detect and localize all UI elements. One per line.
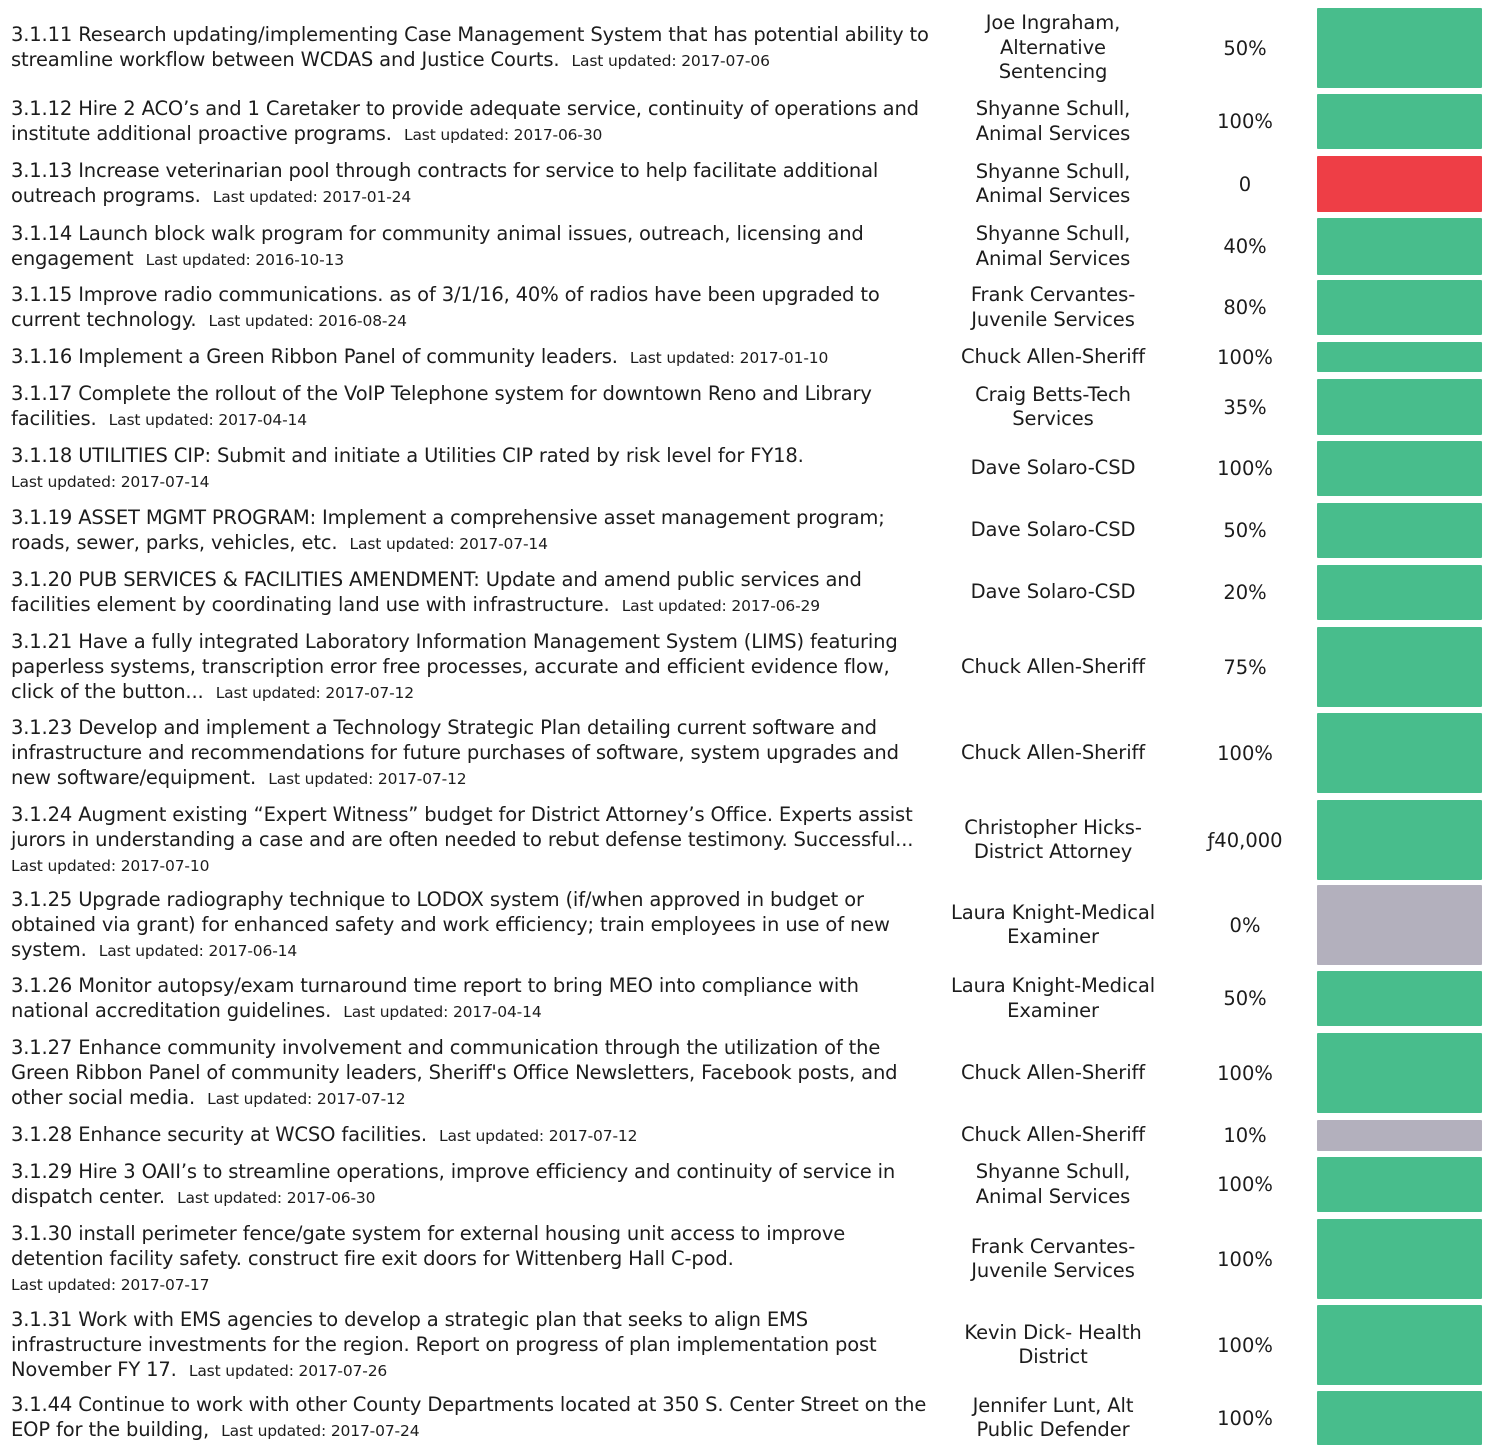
progress-cell: ƒ40,000 (1207, 828, 1283, 852)
objective-cell (11, 218, 936, 275)
owner-cell: Chuck Allen-Sheriff (960, 1060, 1146, 1084)
last-updated: Last updated: 2017-07-12 (268, 769, 467, 788)
objective-id: 3.1.26 (11, 973, 73, 997)
last-updated: Last updated: 2017-01-24 (212, 188, 412, 206)
objective-id: 3.1.23 (11, 715, 73, 739)
table-row (0, 218, 1487, 275)
objective-id: 3.1.21 (11, 629, 73, 653)
table-row (0, 1391, 1487, 1445)
objective-cell (11, 1157, 936, 1212)
status-indicator-green (1317, 1033, 1482, 1113)
objective-id: 3.1.28 (11, 1123, 73, 1146)
owner-cell: Chuck Allen-Sheriff (960, 1123, 1146, 1147)
table-row (0, 1305, 1487, 1385)
objective-id: 3.1.15 (11, 282, 73, 306)
objective-id: 3.1.27 (11, 1035, 73, 1059)
owner-cell: Shyanne Schull, Animal Services (975, 159, 1131, 207)
objective-description: install perimeter fence/gate system for external housing unit access to improve detention facility safety. construct fire exit doors for Wittenberg Hall C-pod. (11, 1221, 846, 1270)
progress-cell: 100% (1217, 741, 1273, 765)
progress-cell: 100% (1217, 1247, 1273, 1271)
owner-cell: Chuck Allen-Sheriff (960, 344, 1146, 368)
last-updated: Last updated: 2017-06-30 (177, 1188, 376, 1207)
owner-cell: Frank Cervantes-Juvenile Services (970, 1234, 1136, 1282)
objective-cell (11, 1305, 936, 1385)
status-indicator-green (1317, 280, 1482, 335)
objective-id: 3.1.11 (11, 23, 73, 46)
status-indicator-green (1317, 800, 1482, 880)
status-indicator-green (1317, 1157, 1482, 1212)
last-updated: Last updated: 2017-01-10 (629, 348, 829, 367)
last-updated: Last updated: 2017-04-14 (108, 411, 307, 429)
owner-cell: Laura Knight-Medical Examiner (950, 900, 1156, 948)
table-row (0, 94, 1487, 149)
owner-cell: Laura Knight-Medical Examiner (950, 974, 1156, 1022)
objective-description: ASSET MGMT PROGRAM: Implement a comprehensive asset management program; roads, sewer, parks, vehicles, etc. (11, 505, 885, 554)
objective-id: 3.1.44 (11, 1393, 73, 1416)
owner-cell: Dave Solaro-CSD (970, 456, 1136, 480)
objective-id: 3.1.29 (11, 1159, 73, 1183)
owner-cell: Dave Solaro-CSD (970, 518, 1136, 542)
objective-cell (11, 8, 936, 88)
objective-cell (11, 1219, 936, 1299)
table-row (0, 800, 1487, 880)
progress-cell: 10% (1223, 1124, 1267, 1147)
status-indicator-green (1317, 565, 1482, 620)
last-updated: Last updated: 2017-07-26 (188, 1361, 388, 1380)
objective-description: Hire 2 ACO’s and 1 Caretaker to provide adequate service, continuity of operations and institute additional proactive programs. (11, 96, 919, 145)
last-updated: Last updated: 2017-07-12 (207, 1089, 406, 1108)
table-row (0, 565, 1487, 620)
table-row (0, 280, 1487, 335)
status-indicator-green (1317, 441, 1482, 496)
objective-description: PUB SERVICES & FACILITIES AMENDMENT: Update and amend public services and facilities element by coordinating land use with infrastructure. (11, 567, 862, 616)
last-updated: Last updated: 2017-06-14 (98, 941, 298, 960)
table-row (0, 441, 1487, 496)
objective-cell (11, 441, 936, 496)
status-indicator-green (1317, 1391, 1482, 1445)
status-indicator-green (1317, 971, 1482, 1026)
objective-id: 3.1.18 (11, 443, 73, 467)
table-row (0, 503, 1487, 558)
status-indicator-green (1317, 342, 1482, 372)
owner-cell: Jennifer Lunt, Alt Public Defender (972, 1393, 1134, 1441)
owner-cell: Joe Ingraham, Alternative Sentencing (985, 11, 1121, 84)
owner-cell: Christopher Hicks-District Attorney (964, 815, 1142, 863)
table-row (0, 713, 1487, 793)
objective-id: 3.1.14 (11, 221, 73, 245)
table-row (0, 885, 1487, 965)
objective-description: Upgrade radiography technique to LODOX system (if/when approved in budget or obtained via grant) for enhanced safety and work efficiency; train employees in use of new system. (11, 887, 890, 961)
last-updated: Last updated: 2017-07-24 (221, 1422, 420, 1440)
table-row (0, 1157, 1487, 1212)
owner-cell: Craig Betts-Tech Services (975, 382, 1131, 430)
objective-description: Monitor autopsy/exam turnaround time report to bring MEO into compliance with national accreditation guidelines. (11, 973, 859, 1022)
status-indicator-green (1317, 713, 1482, 793)
objective-id: 3.1.13 (11, 159, 73, 182)
status-indicator-gray (1317, 1120, 1482, 1151)
table-row (0, 627, 1487, 707)
last-updated: Last updated: 2017-07-06 (571, 52, 770, 70)
objective-cell (11, 627, 936, 707)
last-updated: Last updated: 2017-06-29 (621, 596, 820, 615)
table-row (0, 342, 1487, 372)
objective-cell (11, 885, 936, 965)
last-updated: Last updated: 2017-07-12 (439, 1127, 638, 1145)
progress-cell: 0% (1229, 913, 1261, 937)
owner-cell: Kevin Dick- Health District (964, 1320, 1142, 1368)
objective-cell (11, 379, 936, 435)
objective-id: 3.1.24 (11, 802, 73, 826)
objective-description: Augment existing “Expert Witness” budget for District Attorney’s Office. Experts assist jurors in understanding a case and are often needed to rebut defense testimony. Successful... (11, 802, 914, 851)
progress-cell: 50% (1223, 36, 1267, 60)
objective-id: 3.1.25 (11, 887, 73, 911)
status-indicator-green (1317, 218, 1482, 275)
progress-cell: 100% (1217, 110, 1273, 133)
progress-cell: 50% (1223, 519, 1267, 542)
status-indicator-green (1317, 627, 1482, 707)
status-indicator-gray (1317, 885, 1482, 965)
table-row (0, 379, 1487, 435)
objective-description: Continue to work with other County Departments located at 350 S. Center Street on the EOP for the building, (11, 1393, 927, 1441)
owner-cell: Frank Cervantes-Juvenile Services (970, 283, 1136, 331)
status-indicator-green (1317, 94, 1482, 149)
status-indicator-green (1317, 379, 1482, 435)
table-row (0, 1033, 1487, 1113)
status-indicator-green (1317, 1305, 1482, 1385)
objective-id: 3.1.12 (11, 96, 73, 120)
owner-cell: Dave Solaro-CSD (970, 580, 1136, 604)
objective-description: Work with EMS agencies to develop a strategic plan that seeks to align EMS infrastructure investments for the region. Report on progress of plan implementation post November FY 17. (11, 1307, 877, 1381)
objective-cell (11, 156, 936, 212)
objective-description: Improve radio communications. as of 3/1/16, 40% of radios have been upgraded to current technology. (11, 282, 880, 331)
owner-cell: Chuck Allen-Sheriff (960, 740, 1146, 764)
objective-description: Research updating/implementing Case Management System that has potential ability to streamline workflow between WCDAS and Justice Courts. (11, 23, 929, 71)
objective-cell (11, 342, 936, 372)
last-updated: Last updated: 2017-07-17 (11, 1275, 210, 1294)
last-updated: Last updated: 2017-07-10 (11, 856, 210, 875)
table-row (0, 1219, 1487, 1299)
status-indicator-green (1317, 503, 1482, 558)
table-row (0, 156, 1487, 212)
objective-description: Enhance security at WCSO facilities. (78, 1123, 427, 1146)
objective-cell (11, 971, 936, 1026)
objective-cell (11, 1120, 936, 1151)
last-updated: Last updated: 2016-08-24 (208, 311, 407, 330)
progress-cell: 100% (1217, 1406, 1273, 1430)
progress-cell: 100% (1217, 1061, 1273, 1085)
objective-id: 3.1.16 (11, 344, 73, 368)
objective-id: 3.1.20 (11, 567, 73, 591)
objective-description: Have a fully integrated Laboratory Information Management System (LIMS) featuring paperless systems, transcription error free processes, accurate and efficient evidence flow, click of the button... (11, 629, 898, 703)
objective-description: Hire 3 OAII’s to streamline operations, improve efficiency and continuity of service in dispatch center. (11, 1159, 896, 1208)
owner-cell: Shyanne Schull, Animal Services (975, 222, 1131, 270)
objective-description: Implement a Green Ribbon Panel of community leaders. (78, 344, 618, 368)
objective-id: 3.1.31 (11, 1307, 73, 1331)
progress-cell: 20% (1223, 581, 1267, 604)
objective-description: Complete the rollout of the VoIP Telephone system for downtown Reno and Library facilities. (11, 382, 872, 430)
objective-cell (11, 800, 936, 880)
progress-cell: 40% (1223, 235, 1267, 258)
owner-cell: Shyanne Schull, Animal Services (975, 1160, 1131, 1208)
status-indicator-red (1317, 156, 1482, 212)
objective-cell (11, 280, 936, 335)
objective-cell (11, 503, 936, 558)
last-updated: Last updated: 2017-06-30 (403, 125, 603, 144)
progress-cell: 0 (1238, 172, 1252, 196)
objective-id: 3.1.30 (11, 1221, 73, 1245)
status-indicator-green (1317, 8, 1482, 88)
last-updated: Last updated: 2017-07-12 (215, 683, 414, 702)
progress-cell: 100% (1217, 345, 1273, 369)
progress-cell: 35% (1223, 395, 1267, 419)
last-updated: Last updated: 2017-07-14 (349, 534, 548, 553)
objective-description: Develop and implement a Technology Strategic Plan detailing current software and infrastructure and recommendations for future purchases of software, system upgrades and new software/equipment. (11, 715, 899, 789)
progress-cell: 75% (1223, 655, 1267, 679)
progress-cell: 100% (1217, 1173, 1273, 1196)
status-indicator-green (1317, 1219, 1482, 1299)
progress-cell: 100% (1217, 457, 1273, 480)
objective-cell (11, 713, 936, 793)
objective-description: Increase veterinarian pool through contracts for service to help facilitate additional outreach programs. (11, 159, 879, 207)
last-updated: Last updated: 2017-04-14 (343, 1002, 542, 1021)
table-row (0, 8, 1487, 88)
objective-description: UTILITIES CIP: Submit and initiate a Utilities CIP rated by risk level for FY18. (78, 443, 804, 467)
objective-cell (11, 1391, 936, 1445)
last-updated: Last updated: 2017-07-14 (11, 472, 210, 491)
progress-cell: 100% (1217, 1333, 1273, 1357)
progress-cell: 50% (1223, 987, 1267, 1010)
objective-description: Enhance community involvement and communication through the utilization of the Green Ribbon Panel of community leaders, Sheriff's Office Newsletters, Facebook posts, and other social media. (11, 1035, 898, 1109)
table-row (0, 1120, 1487, 1151)
owner-cell: Shyanne Schull, Animal Services (975, 97, 1131, 145)
objective-cell (11, 94, 936, 149)
objective-cell (11, 565, 936, 620)
objective-id: 3.1.17 (11, 382, 73, 405)
last-updated: Last updated: 2016-10-13 (145, 250, 344, 269)
table-row (0, 971, 1487, 1026)
objective-description: Launch block walk program for community animal issues, outreach, licensing and engagement (11, 221, 864, 270)
owner-cell: Chuck Allen-Sheriff (960, 654, 1146, 678)
progress-cell: 80% (1223, 296, 1267, 319)
objective-id: 3.1.19 (11, 505, 73, 529)
objective-cell (11, 1033, 936, 1113)
